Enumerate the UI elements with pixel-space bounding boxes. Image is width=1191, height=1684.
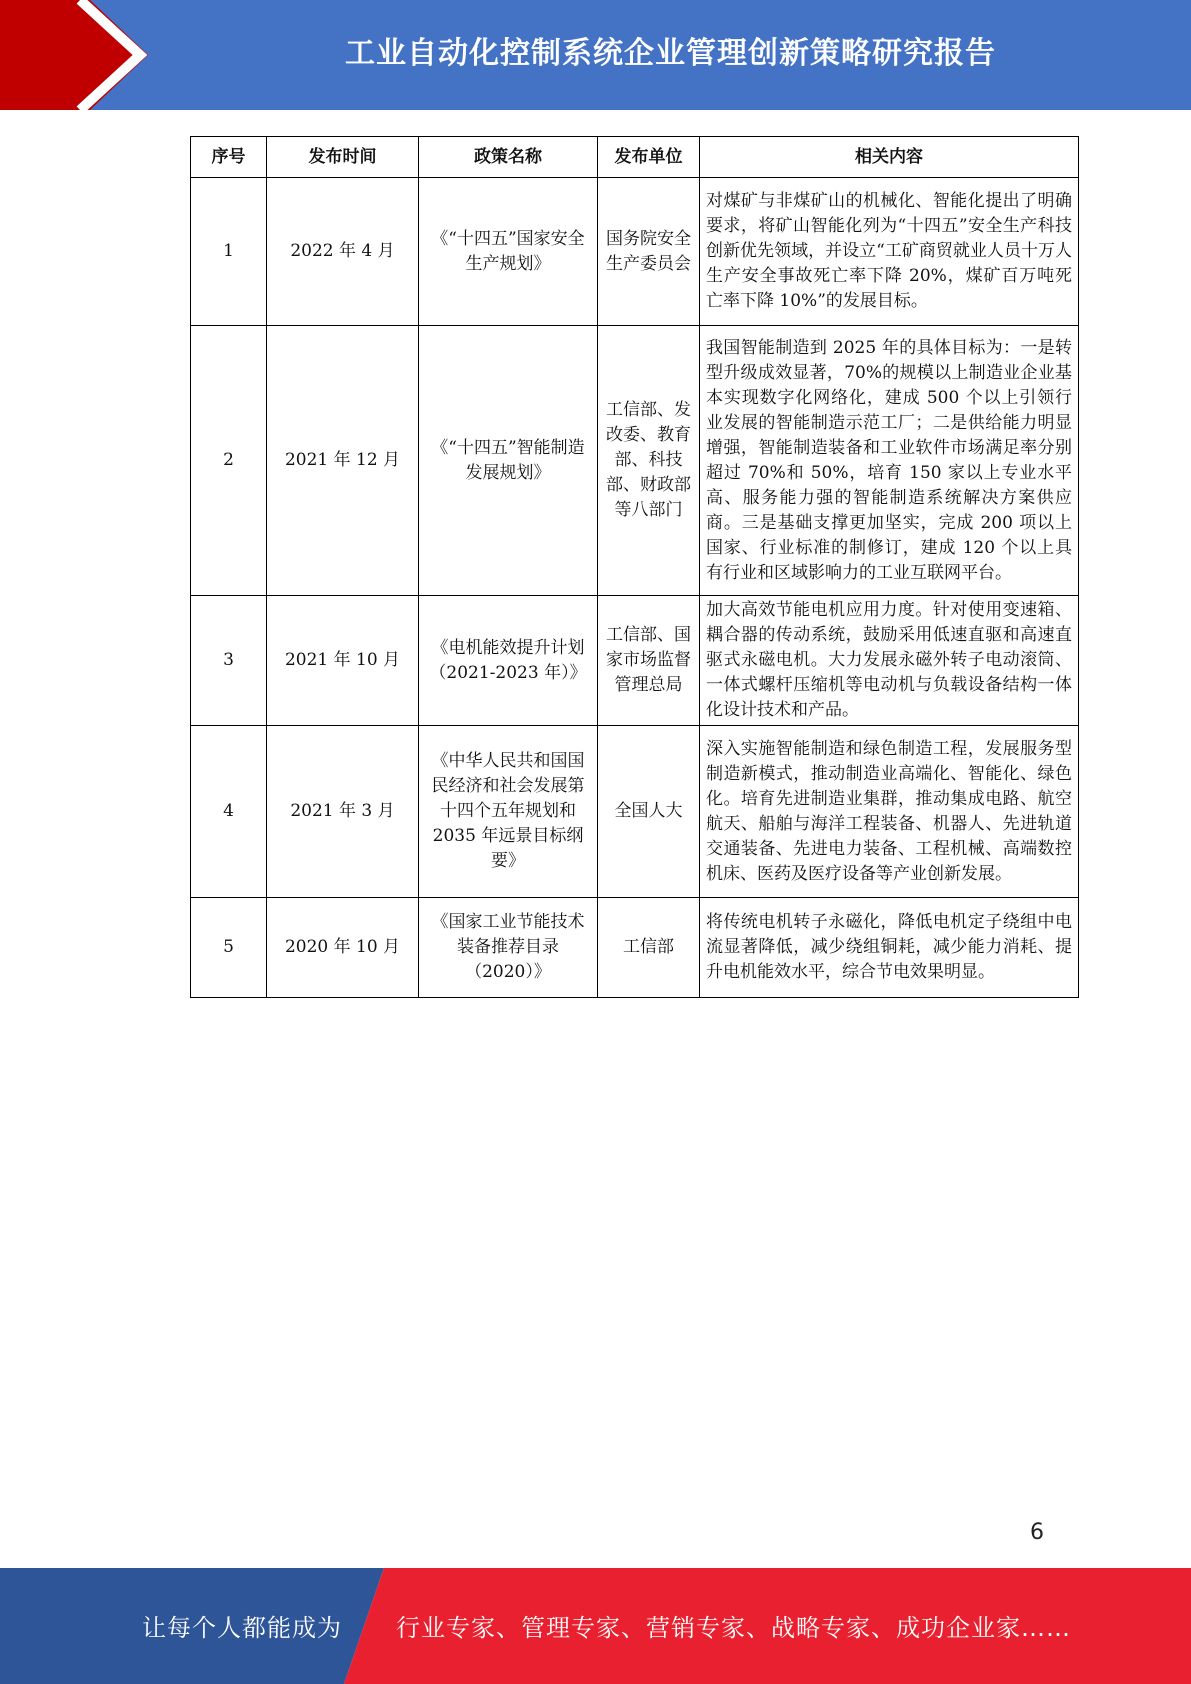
policy-content: 我国智能制造到 2025 年的具体目标为：一是转型升级成效显著，70%的规模以上制造业企业基本实现数字化网络化，建成 500 个以上引领行业发展的智能制造示范工厂；二是供给能力明显增强，智能制造装备和工业软件市场满足率分别超过 70%和 50%，培育 150 家以上专业水平高、服务能力强的智能制造系统解决方案供应商。三是基础支撑更加坚实，完成 200 项以上国家、行业标准的制修订，建成 120 个以上具有行业和区域影响力的工业互联网平台。 (700, 326, 1079, 596)
row-number: 2 (191, 326, 267, 596)
row-number: 5 (191, 898, 267, 998)
issuing-unit: 国务院安全生产委员会 (598, 178, 700, 326)
policy-content: 深入实施智能制造和绿色制造工程，发展服务型制造新模式，推动制造业高端化、智能化、绿色化。培育先进制造业集群，推动集成电路、航空航天、船舶与海洋工程装备、机器人、先进轨道交通装备、先进电力装备、工程机械、高端数控机床、医药及医疗设备等产业创新发展。 (700, 726, 1079, 898)
issuing-unit: 工信部、发改委、教育部、科技部、财政部等八部门 (598, 326, 700, 596)
policy-content: 对煤矿与非煤矿山的机械化、智能化提出了明确要求，将矿山智能化列为“十四五”安全生产科技创新优先领域，并设立“工矿商贸就业人员十万人生产安全事故死亡率下降 20%，煤矿百万吨死亡率下降 10%”的发展目标。 (700, 178, 1079, 326)
footer-slogan-left: 让每个人都能成为 (142, 1614, 342, 1642)
issuing-unit: 工信部 (598, 898, 700, 998)
release-date: 2021 年 3 月 (267, 726, 419, 898)
table-row (191, 726, 1079, 898)
table-row (191, 178, 1079, 326)
page-number: 6 (1030, 1520, 1044, 1545)
policy-name: 《中华人民共和国国民经济和社会发展第十四个五年规划和 2035 年远景目标纲要》 (419, 726, 598, 898)
release-date: 2020 年 10 月 (267, 898, 419, 998)
release-date: 2021 年 10 月 (267, 596, 419, 726)
column-header: 发布时间 (267, 137, 419, 178)
policy-content: 将传统电机转子永磁化，降低电机定子绕组中电流显著降低，减少绕组铜耗，减少能力消耗、提升电机能效水平，综合节电效果明显。 (700, 898, 1079, 998)
column-header: 相关内容 (700, 137, 1079, 178)
column-header: 序号 (191, 137, 267, 178)
page-title: 工业自动化控制系统企业管理创新策略研究报告 (345, 36, 996, 71)
column-header: 发布单位 (598, 137, 700, 178)
row-number: 3 (191, 596, 267, 726)
table-row (191, 326, 1079, 596)
policy-name: 《“十四五”国家安全生产规划》 (419, 178, 598, 326)
policy-table (190, 136, 1079, 998)
policy-content: 加大高效节能电机应用力度。针对使用变速箱、耦合器的传动系统，鼓励采用低速直驱和高速直驱式永磁电机。大力发展永磁外转子电动滚筒、一体式螺杆压缩机等电动机与负载设备结构一体化设计技术和产品。 (700, 596, 1079, 726)
table-row (191, 596, 1079, 726)
policy-name: 《“十四五”智能制造发展规划》 (419, 326, 598, 596)
issuing-unit: 全国人大 (598, 726, 700, 898)
footer-slogan-right: 行业专家、管理专家、营销专家、战略专家、成功企业家…… (396, 1614, 1071, 1642)
policy-name: 《国家工业节能技术装备推荐目录（2020）》 (419, 898, 598, 998)
release-date: 2021 年 12 月 (267, 326, 419, 596)
release-date: 2022 年 4 月 (267, 178, 419, 326)
row-number: 4 (191, 726, 267, 898)
header-banner (0, 0, 1191, 110)
policy-name: 《电机能效提升计划（2021-2023 年）》 (419, 596, 598, 726)
header-arrow-decoration (0, 0, 200, 110)
table-header-row (191, 137, 1079, 178)
column-header: 政策名称 (419, 137, 598, 178)
table-row (191, 898, 1079, 998)
row-number: 1 (191, 178, 267, 326)
footer-banner (0, 1568, 1191, 1684)
issuing-unit: 工信部、国家市场监督管理总局 (598, 596, 700, 726)
